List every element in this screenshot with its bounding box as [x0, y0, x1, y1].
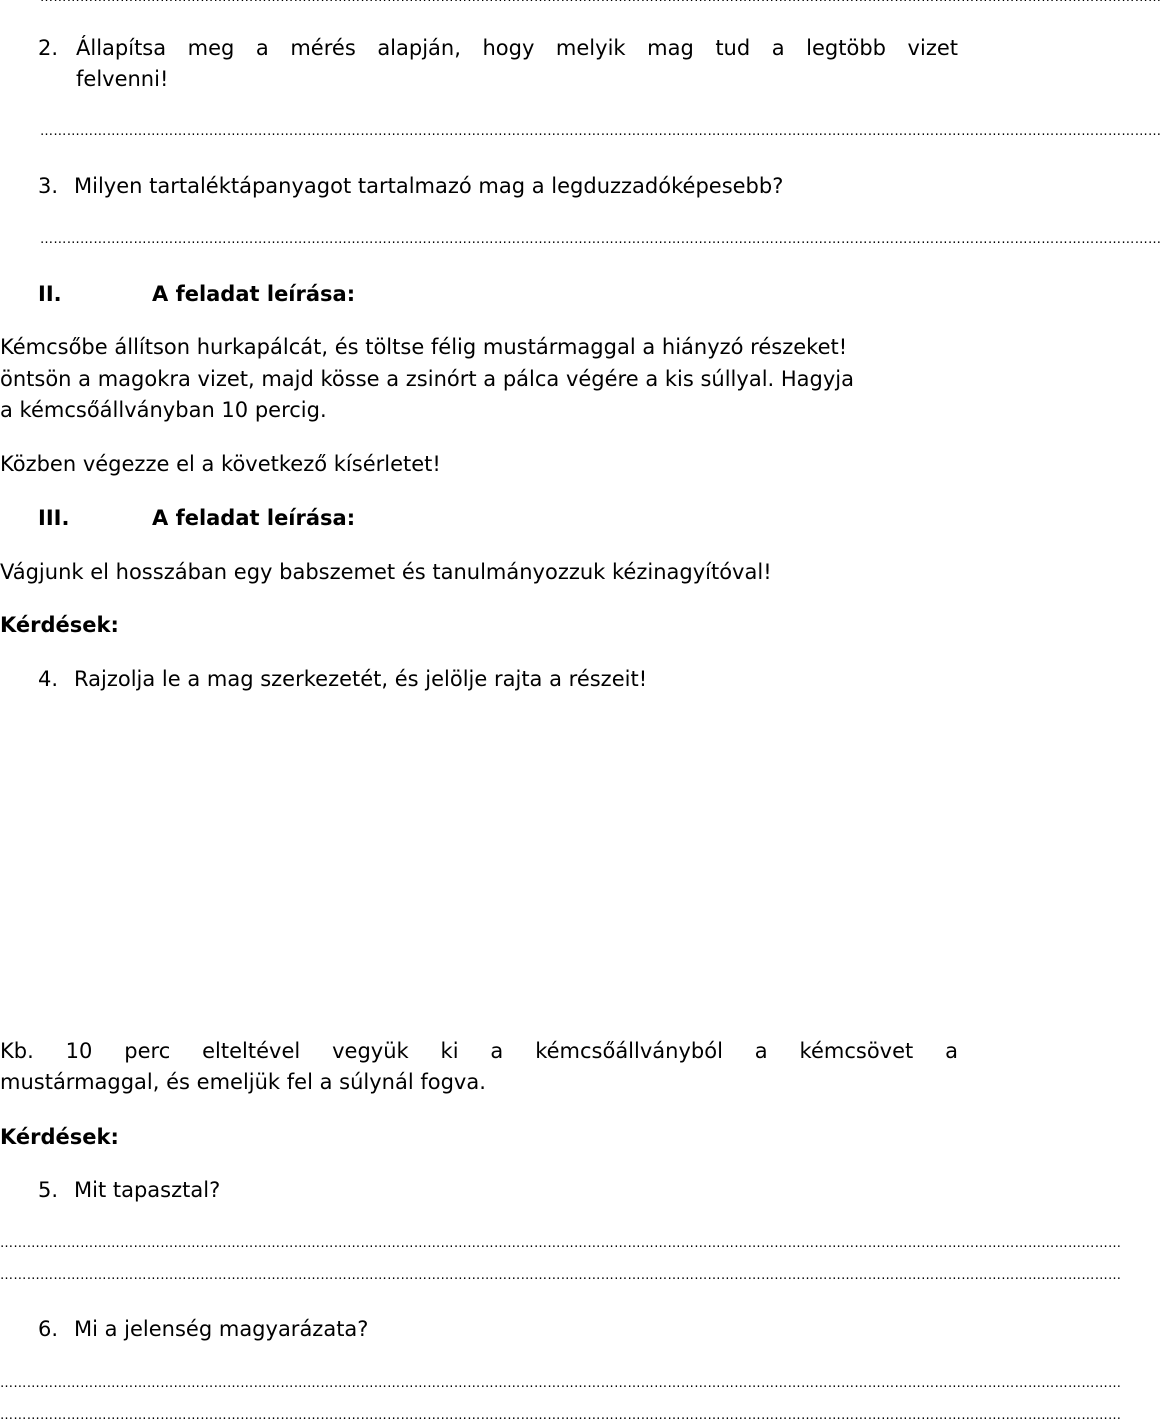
question-3-number: 3. [38, 174, 59, 198]
answer-line-top [40, 0, 946, 8]
section-3-numeral: III. [38, 506, 70, 530]
section-2-heading [38, 279, 996, 309]
question-4-number: 4. [38, 667, 59, 691]
section-3-title: A feladat leírása: [152, 506, 356, 530]
answer-line-q6-1: ……………………………………………………………………………………………………………………………………………………………………………………………………………………………… [0, 1376, 1122, 1391]
question-2-number: 2. [38, 36, 59, 60]
section-3-heading [38, 503, 996, 533]
section-2-note: Közben végezze el a következő kísérletet! [0, 452, 441, 476]
drawing-area [0, 700, 958, 1030]
section-3-text: Vágjunk el hosszában egy babszemet és tanulmányozzuk kézinagyítóval! [0, 560, 772, 584]
question-2-line-1 [40, 33, 958, 63]
questions-label-1: Kérdések: [0, 613, 119, 637]
question-4 [38, 664, 996, 694]
answer-line-q5-2: ……………………………………………………………………………………………………………………………………………………………………………………………………………………………… [0, 1268, 1122, 1283]
answer-line-q6-2: ……………………………………………………………………………………………………………………………………………………………………………………………………………………………… [0, 1408, 1122, 1423]
answer-line-q5-1: ……………………………………………………………………………………………………………………………………………………………………………………………………………………………… [0, 1236, 1122, 1251]
section-2-text-line-1: Kémcsőbe állítson hurkapálcát, és töltse félig mustármaggal a hiányzó részeket! [0, 335, 848, 359]
section-2-numeral: II. [38, 282, 62, 306]
section-2-text-line-2: öntsön a magokra vizet, majd kösse a zsinórt a pálca végére a kis súllyal. Hagyja [0, 367, 854, 391]
section-2-title: A feladat leírása: [152, 282, 356, 306]
answer-line-q2: ……………………………………………………………………………………………………………………………………………………………………………………………………………………………… [40, 124, 1161, 139]
question-2-text: Állapítsa meg a mérés alapján, hogy melyik mag tud a legtöbb vizet [76, 36, 958, 60]
question-5-text: Mit tapasztal? [74, 1178, 221, 1202]
answer-line-q3: ……………………………………………………………………………………………………………………………………………………………………………………………………………………………… [40, 232, 1161, 247]
question-3 [38, 171, 996, 201]
section-2-text-line-3: a kémcsőállványban 10 percig. [0, 398, 327, 422]
question-2-line-2: felvenni! [76, 67, 169, 91]
questions-label-2: Kérdések: [0, 1125, 119, 1149]
kb-line-2: mustármaggal, és emeljük fel a súlynál fogva. [0, 1070, 486, 1094]
question-5-number: 5. [38, 1178, 59, 1202]
question-6-number: 6. [38, 1317, 59, 1341]
kb-line-1: Kb. 10 perc elteltével vegyük ki a kémcsőállványból a kémcsövet a [0, 1039, 958, 1063]
question-4-text: Rajzolja le a mag szerkezetét, és jelölje rajta a részeit! [74, 667, 648, 691]
question-5 [38, 1175, 996, 1205]
question-6 [38, 1314, 996, 1344]
question-6-text: Mi a jelenség magyarázata? [74, 1317, 369, 1341]
question-3-text: Milyen tartaléktápanyagot tartalmazó mag a legduzzadóképesebb? [74, 174, 784, 198]
